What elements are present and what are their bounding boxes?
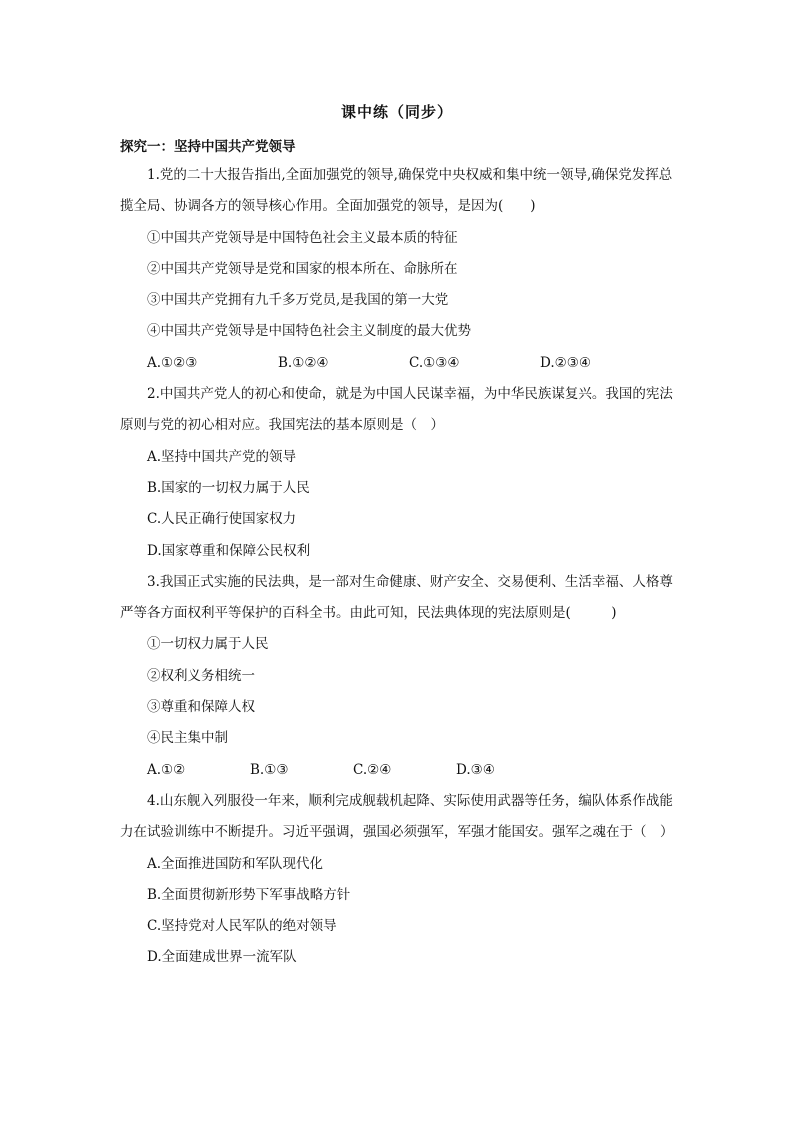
question-stem: 2.中国共产党人的初心和使命，就是为中国人民谋幸福，为中华民族谋复兴。我国的宪法原则与党的初心相对应。我国宪法的基本原则是（ ） [120, 386, 673, 434]
answer-options [120, 755, 676, 786]
option-a: A.①②③ [147, 354, 198, 371]
option-b: B.①③ [250, 761, 289, 778]
option-b: B.国家的一切权力属于人民 [147, 479, 310, 496]
option-c: C.人民正确行使国家权力 [147, 511, 297, 528]
statement-item: ③中国共产党拥有九千多万党员,是我国的第一大党 [147, 292, 449, 309]
option-b: B.①②④ [278, 354, 329, 371]
option-b: B.全面贯彻新形势下军事战略方针 [147, 886, 351, 903]
option-a: A.全面推进国防和军队现代化 [147, 855, 324, 872]
question-3 [120, 567, 676, 786]
option-c: C.坚持党对人民军队的绝对领导 [147, 918, 337, 935]
option-c: C.②④ [353, 761, 392, 778]
statement-item: ④中国共产党领导是中国特色社会主义制度的最大优势 [147, 323, 471, 340]
section-heading: 探究一：坚持中国共产党领导 [120, 139, 296, 155]
option-d: D.②③④ [540, 354, 591, 371]
page-title: 课中练（同步） [340, 103, 453, 121]
option-d: D.全面建成世界一流军队 [147, 949, 297, 966]
question-list [120, 160, 676, 974]
option-d: D.③④ [456, 761, 495, 778]
answer-options [120, 348, 676, 379]
statement-item: ①中国共产党领导是中国特色社会主义最本质的特征 [147, 229, 458, 246]
question-2 [120, 379, 676, 567]
question-stem: 4.山东舰入列服役一年来，顺利完成舰载机起降、实际使用武器等任务，编队体系作战能力在试验训练中不断提升。习近平强调，强国必须强军，军强才能国安。强军之魂在于（ ） [120, 792, 674, 841]
option-a: A.①② [147, 761, 186, 778]
option-d: D.国家尊重和保障公民权利 [147, 542, 311, 559]
statement-item: ③尊重和保障人权 [147, 699, 255, 716]
option-c: C.①③④ [409, 354, 460, 371]
statement-item: ②中国共产党领导是党和国家的根本所在、命脉所在 [147, 260, 458, 277]
statement-item: ④民主集中制 [147, 730, 228, 747]
question-4 [120, 786, 676, 974]
question-stem: 1.党的二十大报告指出,全面加强党的领导,确保党中央权威和集中统一领导,确保党发挥总揽全局、协调各方的领导核心作用。全面加强党的领导，是因为( ) [120, 167, 673, 215]
option-a: A.坚持中国共产党的领导 [147, 448, 297, 465]
question-1 [120, 160, 676, 379]
question-stem: 3.我国正式实施的民法典，是一部对生命健康、财产安全、交易便利、生活幸福、人格尊严等各方面权利平等保护的百科全书。由此可知，民法典体现的宪法原则是( ) [120, 573, 673, 622]
statement-item: ②权利义务相统一 [147, 667, 255, 684]
statement-item: ①一切权力属于人民 [147, 636, 269, 653]
